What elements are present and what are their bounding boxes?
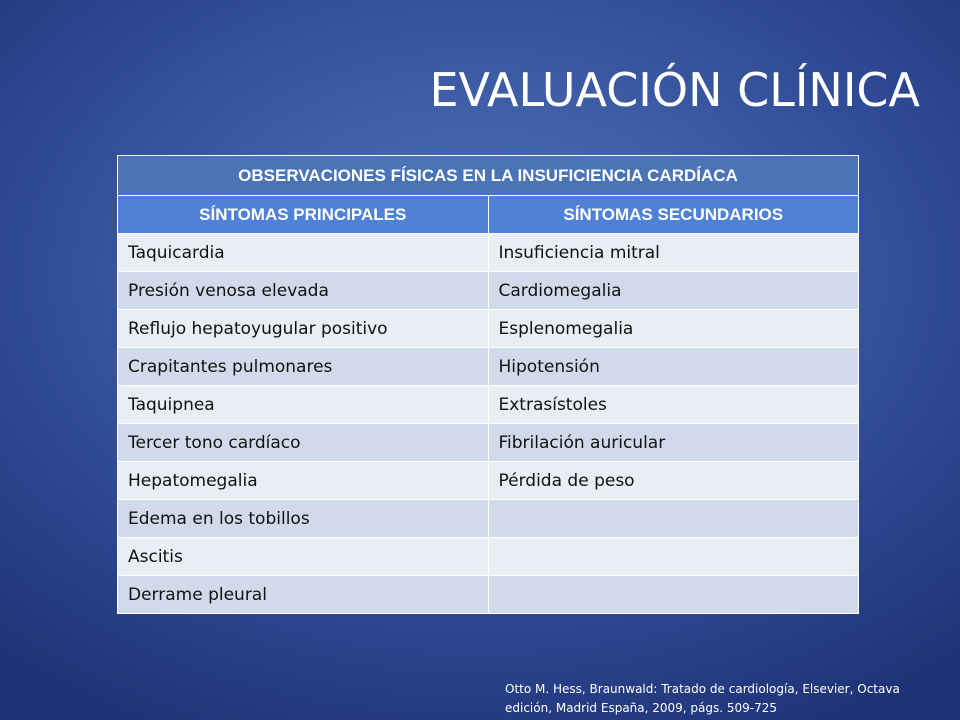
secondary-symptom-cell: Pérdida de peso bbox=[488, 462, 859, 500]
reference-line-2: edición, Madrid España, 2009, págs. 509-725 bbox=[505, 701, 778, 715]
principal-symptom-cell: Reflujo hepatoyugular positivo bbox=[118, 310, 489, 348]
table-row bbox=[118, 500, 859, 538]
principal-symptom-cell: Taquicardia bbox=[118, 234, 489, 272]
table-row bbox=[118, 538, 859, 576]
reference-line-1: Otto M. Hess, Braunwald: Tratado de cardiología, Elsevier, Octava bbox=[505, 682, 900, 696]
column-header-secondary: SÍNTOMAS SECUNDARIOS bbox=[488, 196, 859, 234]
secondary-symptom-cell bbox=[488, 500, 859, 538]
principal-symptom-cell: Hepatomegalia bbox=[118, 462, 489, 500]
table-row bbox=[118, 234, 859, 272]
principal-symptom-cell: Crapitantes pulmonares bbox=[118, 348, 489, 386]
table-row bbox=[118, 272, 859, 310]
principal-symptom-cell: Taquipnea bbox=[118, 386, 489, 424]
table-header-row bbox=[118, 196, 859, 234]
principal-symptom-cell: Tercer tono cardíaco bbox=[118, 424, 489, 462]
table-caption: OBSERVACIONES FÍSICAS EN LA INSUFICIENCIA CARDÍACA bbox=[118, 156, 859, 196]
slide-title: EVALUACIÓN CLÍNICA bbox=[429, 63, 920, 117]
secondary-symptom-cell: Cardiomegalia bbox=[488, 272, 859, 310]
symptoms-table bbox=[117, 155, 859, 614]
secondary-symptom-cell: Esplenomegalia bbox=[488, 310, 859, 348]
bibliographic-reference bbox=[505, 680, 945, 718]
principal-symptom-cell: Presión venosa elevada bbox=[118, 272, 489, 310]
principal-symptom-cell: Edema en los tobillos bbox=[118, 500, 489, 538]
principal-symptom-cell: Derrame pleural bbox=[118, 576, 489, 614]
principal-symptom-cell: Ascitis bbox=[118, 538, 489, 576]
secondary-symptom-cell bbox=[488, 576, 859, 614]
secondary-symptom-cell bbox=[488, 538, 859, 576]
secondary-symptom-cell: Fibrilación auricular bbox=[488, 424, 859, 462]
table-row bbox=[118, 576, 859, 614]
secondary-symptom-cell: Insuficiencia mitral bbox=[488, 234, 859, 272]
table-row bbox=[118, 386, 859, 424]
table-row bbox=[118, 424, 859, 462]
table-row bbox=[118, 462, 859, 500]
secondary-symptom-cell: Hipotensión bbox=[488, 348, 859, 386]
column-header-principal: SÍNTOMAS PRINCIPALES bbox=[118, 196, 489, 234]
table-caption-row bbox=[118, 156, 859, 196]
secondary-symptom-cell: Extrasístoles bbox=[488, 386, 859, 424]
table-row bbox=[118, 348, 859, 386]
table-row bbox=[118, 310, 859, 348]
